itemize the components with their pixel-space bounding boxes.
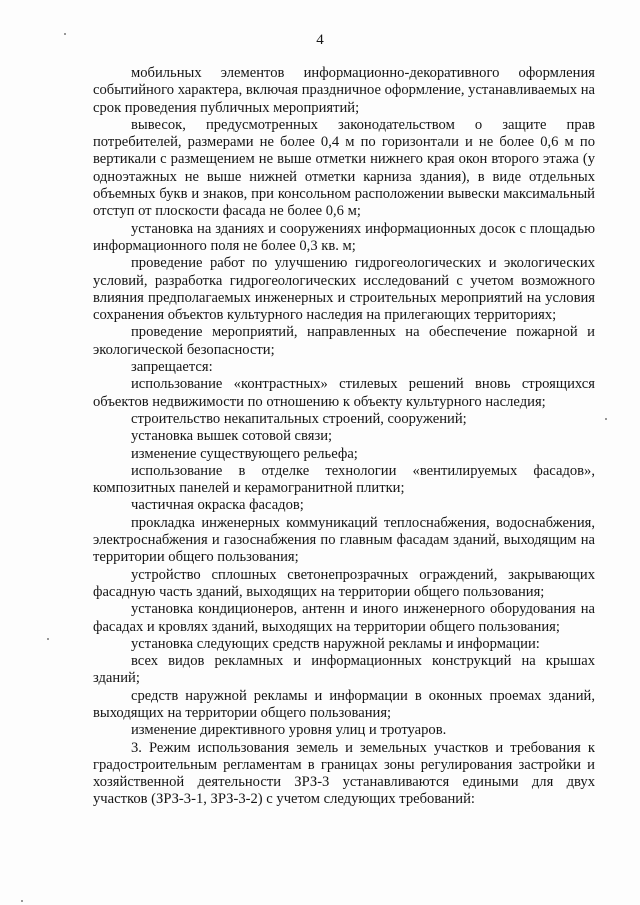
paragraph: средств наружной рекламы и информации в оконных проемах зданий, выходящих на территории общего пользования; <box>93 687 595 721</box>
scan-speck <box>64 33 66 35</box>
document-body <box>93 65 595 809</box>
scan-speck <box>47 638 49 640</box>
scan-speck <box>21 900 23 902</box>
paragraph: 3. Режим использования земель и земельных участков и требования к градостроительным регламентам в границах зоны регулирования застройки и хозяйственной деятельности ЗРЗ-3 устанавливаются едиными для двух участков (ЗРЗ-3-1, ЗРЗ-3-2) с учетом следующих требований: <box>93 739 595 808</box>
paragraph: строительство некапитальных строений, сооружений; <box>131 410 467 427</box>
paragraph: запрещается: <box>131 359 213 376</box>
page-number: 4 <box>316 32 324 48</box>
paragraph: проведение мероприятий, направленных на обеспечение пожарной и экологической безопасности; <box>93 324 595 358</box>
paragraph: прокладка инженерных коммуникаций теплоснабжения, водоснабжения, электроснабжения и газоснабжения по главным фасадам зданий, выходящим на территории общего пользования; <box>93 514 595 566</box>
paragraph: всех видов рекламных и информационных конструкций на крышах зданий; <box>93 653 595 687</box>
paragraph: установка вышек сотовой связи; <box>131 428 333 445</box>
paragraph: использование «контрастных» стилевых решений вновь строящихся объектов недвижимости по отношению к объекту культурного наследия; <box>93 376 595 410</box>
paragraph: вывесок, предусмотренных законодательством о защите прав потребителей, размерами не более 0,4 м по горизонтали и не более 0,6 м по вертикали с размещением не выше отметки нижнего края окон второго этажа (у одноэтажных не выше нижней отметки карниза здания), в виде отдельных объемных букв и знаков, при консольном расположении вывески максимальный отступ от плоскости фасада не более 0,6 м; <box>93 116 595 220</box>
scan-speck <box>605 418 607 420</box>
paragraph: мобильных элементов информационно-декоративного оформления событийного характера, включая праздничное оформление, устанавливаемых на срок проведения публичных мероприятий; <box>93 65 595 116</box>
paragraph: изменение существующего рельефа; <box>131 445 358 462</box>
paragraph: установка кондиционеров, антенн и иного инженерного оборудования на фасадах и кровлях зданий, выходящих на территории общего пользования; <box>93 601 595 635</box>
paragraph: частичная окраска фасадов; <box>131 497 304 514</box>
paragraph: использование в отделке технологии «вентилируемых фасадов», композитных панелей и керамогранитной плитки; <box>93 462 595 497</box>
paragraph: устройство сплошных светонепрозрачных ограждений, закрывающих фасадную часть зданий, выходящих на территории общего пользования; <box>93 566 595 600</box>
paragraph: установка следующих средств наружной рекламы и информации: <box>131 635 540 652</box>
paragraph: установка на зданиях и сооружениях информационных досок с площадью информационного поля не более 0,3 кв. м; <box>93 220 595 254</box>
paragraph: проведение работ по улучшению гидрогеологических и экологических условий, разработка гидрогеологических исследований с учетом возможного влияния предполагаемых инженерных и строительных мероприятий на условия сохранения объектов культурного наследия на прилегающих территориях; <box>93 255 595 324</box>
paragraph: изменение директивного уровня улиц и тротуаров. <box>131 722 447 739</box>
